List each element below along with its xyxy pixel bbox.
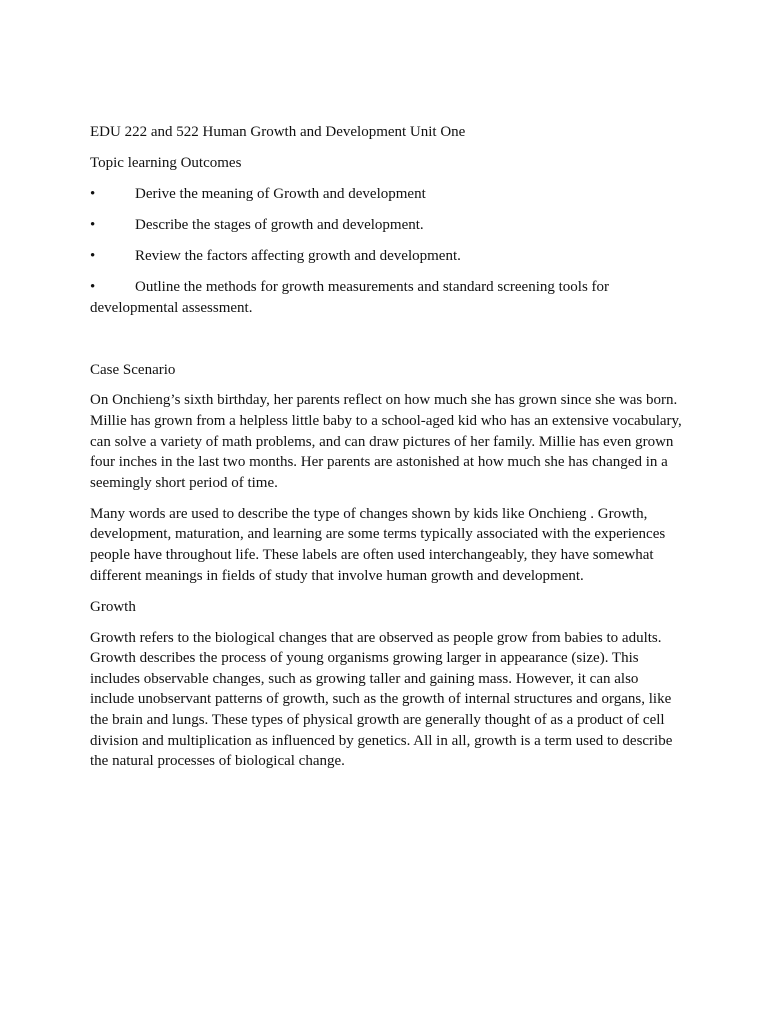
outcome-item <box>90 277 682 318</box>
outcome-text: Describe the stages of growth and development. <box>135 216 424 233</box>
outcome-text: Derive the meaning of Growth and development <box>135 185 426 202</box>
outcome-item <box>90 215 682 236</box>
bullet-marker: • <box>90 247 96 264</box>
case-paragraph: Many words are used to describe the type of changes shown by kids like Onchieng . Growth, development, maturation, and learning are some terms typically associated with the experiences people have throughout life. These labels are often used interchangeably, they have somewhat different meanings in fields of study that involve human growth and development. <box>90 505 666 584</box>
case-paragraph: On Onchieng’s sixth birthday, her parents reflect on how much she has grown since she was born. Millie has grown from a helpless little baby to a school-aged kid who has an extensive vocabulary, can solve a variety of math problems, and can draw pictures of her family. Millie has even grown four inches in the last two months. Her parents are astonished at how much she has changed in a seemingly short period of time. <box>90 392 682 491</box>
outcome-text: Review the factors affecting growth and development. <box>135 247 461 264</box>
case-heading: Case Scenario <box>90 361 176 378</box>
outcomes-heading: Topic learning Outcomes <box>90 154 242 171</box>
outcome-text: Outline the methods for growth measurements and standard screening tools for developmental assessment. <box>90 278 610 316</box>
document-page <box>90 122 682 782</box>
bullet-marker: • <box>90 216 96 233</box>
bullet-marker: • <box>90 278 96 295</box>
document-title: EDU 222 and 522 Human Growth and Development Unit One <box>90 124 466 140</box>
blank-line <box>90 329 682 360</box>
growth-heading: Growth <box>90 598 136 615</box>
outcome-item <box>90 184 682 205</box>
outcome-item <box>90 246 682 267</box>
bullet-marker: • <box>90 185 96 202</box>
growth-paragraph: Growth refers to the biological changes that are observed as people grow from babies to adults. Growth describes the process of young organisms growing larger in appearance (size). This includes observable changes, such as growing taller and gaining mass. However, it can also include unobservant patterns of growth, such as the growth of internal structures and organs, like the brain and lungs. These types of physical growth are generally thought of as a product of cell division and multiplication as influenced by genetics. All in all, growth is a term used to describe the natural processes of biological change. <box>90 629 673 770</box>
